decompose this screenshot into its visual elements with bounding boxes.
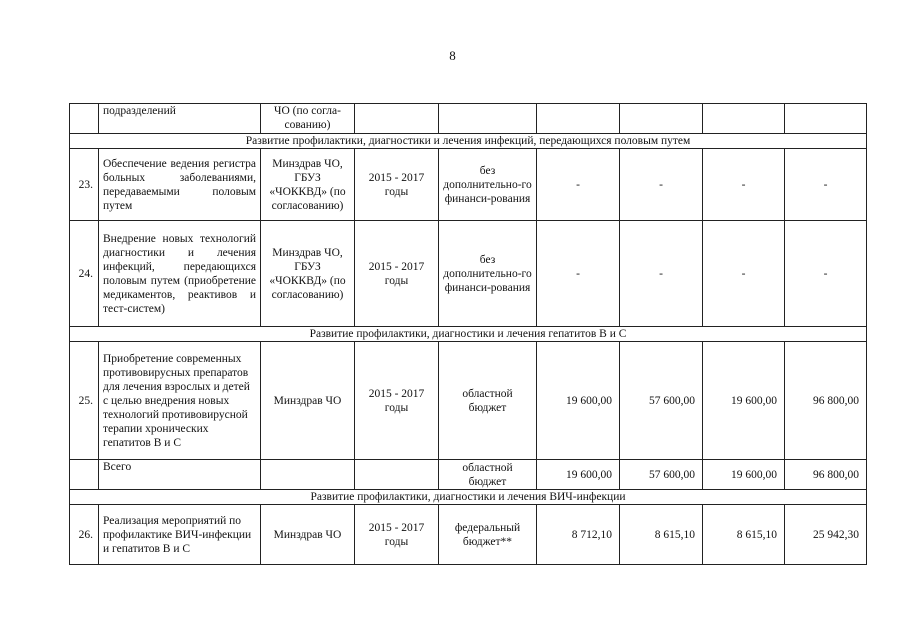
cell-name: подразделений (99, 104, 261, 134)
table-row-24 (70, 221, 867, 327)
section-row-hepatitis (70, 327, 867, 342)
cell-executor: Минздрав ЧО (261, 505, 355, 565)
cell-num: 26. (70, 505, 99, 565)
cell-name: Всего (99, 460, 261, 490)
cell-num (70, 460, 99, 490)
cell-period (355, 460, 439, 490)
cell-total: - (785, 149, 867, 221)
cell-value-3: - (703, 221, 785, 327)
cell-source: областной бюджет (439, 460, 537, 490)
section-row-sti (70, 134, 867, 149)
table-row-23 (70, 149, 867, 221)
cell-name: Приобретение современных противовирусных препаратов для лечения взрослых и детей с целью внедрения новых технологий противовирусной терапии хронических гепатитов В и С (99, 342, 261, 460)
cell-source: без дополнительно-го финанси-рования (439, 221, 537, 327)
cell-value-1: 8 712,10 (537, 505, 620, 565)
cell-total (785, 104, 867, 134)
cell-name: Внедрение новых технологий диагностики и лечения инфекций, передающихся половым путем (приобретение медикаментов, реактивов и тест-систем) (99, 221, 261, 327)
cell-value-1 (537, 104, 620, 134)
cell-value-3: 8 615,10 (703, 505, 785, 565)
cell-executor: ЧО (по согла-сованию) (261, 104, 355, 134)
cell-num: 25. (70, 342, 99, 460)
cell-executor (261, 460, 355, 490)
cell-value-3 (703, 104, 785, 134)
program-table (69, 103, 867, 565)
cell-value-2: - (620, 221, 703, 327)
cell-value-3: 19 600,00 (703, 460, 785, 490)
table-row-top (70, 104, 867, 134)
cell-executor: Минздрав ЧО, ГБУЗ «ЧОККВД» (по согласованию) (261, 221, 355, 327)
cell-total: 96 800,00 (785, 342, 867, 460)
cell-executor: Минздрав ЧО (261, 342, 355, 460)
cell-source: федеральный бюджет** (439, 505, 537, 565)
cell-name: Обеспечение ведения регистра больных заболеваниями, передаваемыми половым путем (99, 149, 261, 221)
page-number: 8 (449, 48, 456, 63)
table-row-26 (70, 505, 867, 565)
cell-period: 2015 - 2017 годы (355, 505, 439, 565)
cell-total: - (785, 221, 867, 327)
cell-source (439, 104, 537, 134)
cell-value-3: - (703, 149, 785, 221)
cell-period (355, 104, 439, 134)
cell-total: 96 800,00 (785, 460, 867, 490)
cell-period: 2015 - 2017 годы (355, 221, 439, 327)
cell-value-1: - (537, 149, 620, 221)
cell-total: 25 942,30 (785, 505, 867, 565)
cell-num (70, 104, 99, 134)
cell-executor: Минздрав ЧО, ГБУЗ «ЧОККВД» (по согласованию) (261, 149, 355, 221)
cell-value-1: - (537, 221, 620, 327)
section-title: Развитие профилактики, диагностики и лечения инфекций, передающихся половым путем (70, 134, 867, 149)
cell-value-1: 19 600,00 (537, 342, 620, 460)
cell-value-1: 19 600,00 (537, 460, 620, 490)
cell-source: областной бюджет (439, 342, 537, 460)
cell-num: 24. (70, 221, 99, 327)
cell-num: 23. (70, 149, 99, 221)
section-title: Развитие профилактики, диагностики и лечения гепатитов В и С (70, 327, 867, 342)
cell-name: Реализация мероприятий по профилактике ВИЧ-инфекции и гепатитов В и С (99, 505, 261, 565)
section-row-hiv (70, 490, 867, 505)
table-row-25 (70, 342, 867, 460)
cell-period: 2015 - 2017 годы (355, 149, 439, 221)
cell-value-3: 19 600,00 (703, 342, 785, 460)
cell-period: 2015 - 2017 годы (355, 342, 439, 460)
cell-value-2: - (620, 149, 703, 221)
cell-value-2: 57 600,00 (620, 342, 703, 460)
table-row-total (70, 460, 867, 490)
cell-source: без дополнительно-го финанси-рования (439, 149, 537, 221)
section-title: Развитие профилактики, диагностики и лечения ВИЧ-инфекции (70, 490, 867, 505)
cell-value-2: 8 615,10 (620, 505, 703, 565)
cell-value-2: 57 600,00 (620, 460, 703, 490)
cell-value-2 (620, 104, 703, 134)
